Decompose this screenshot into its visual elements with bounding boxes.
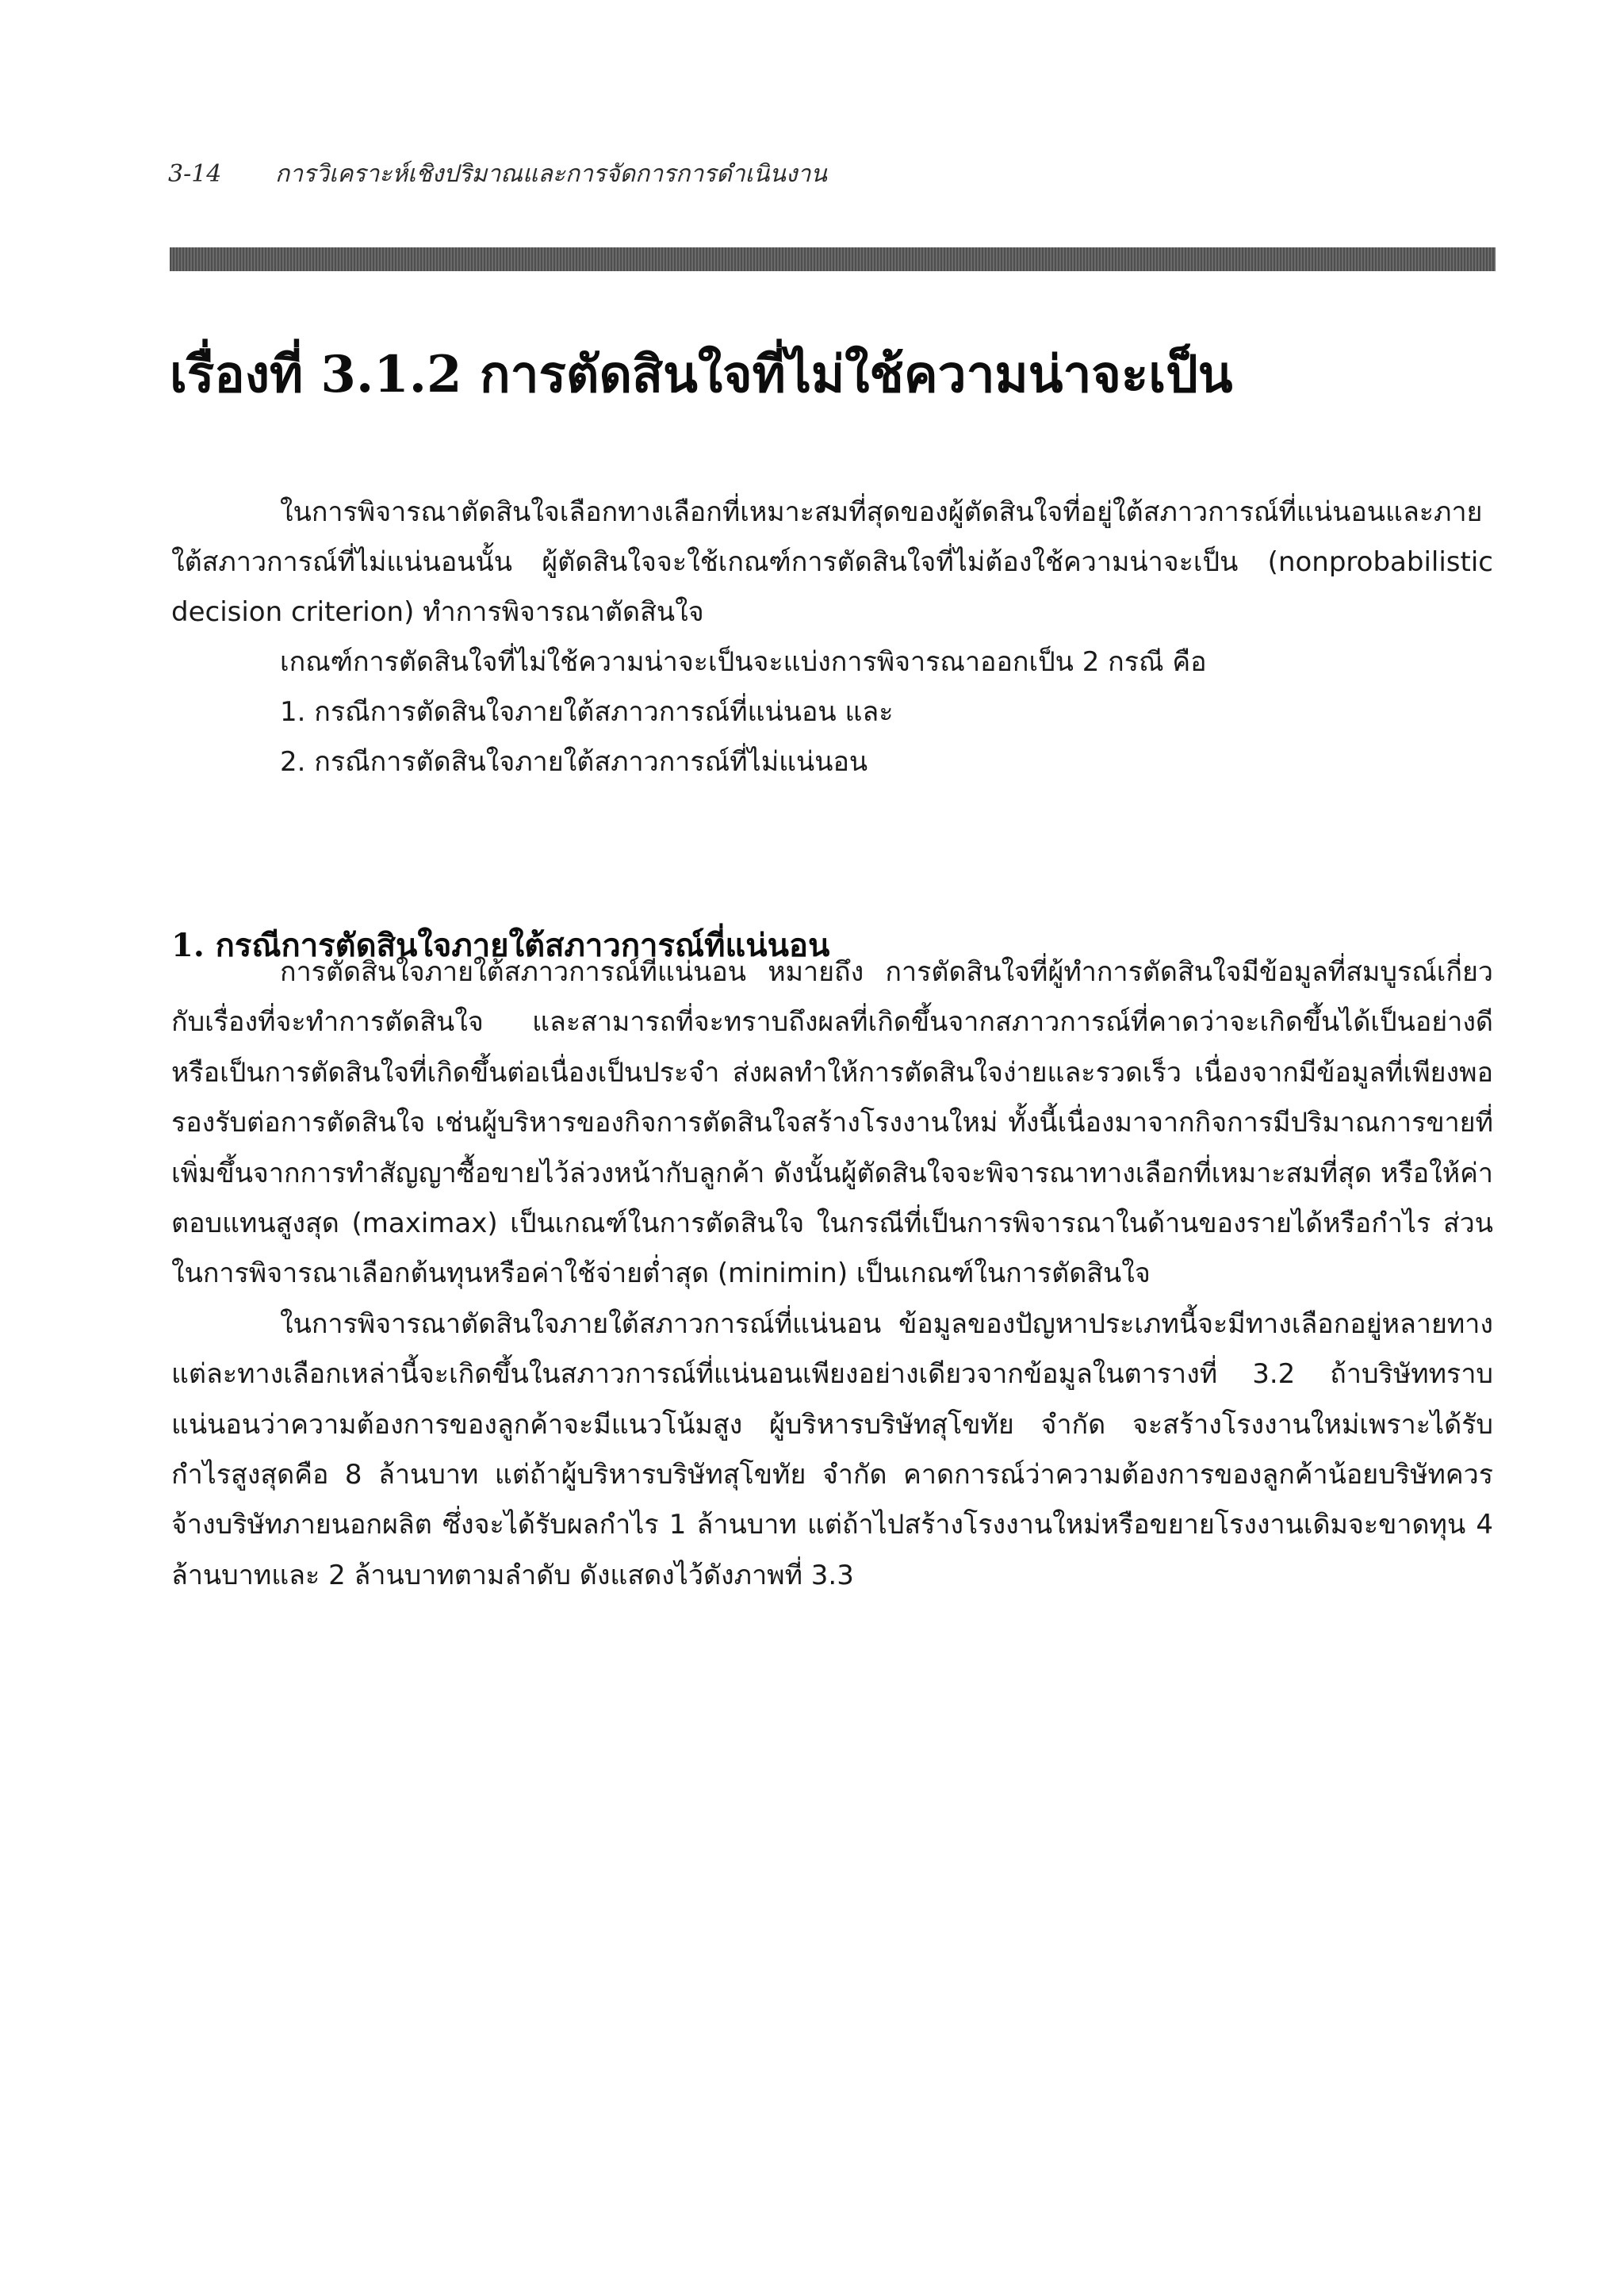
criteria-line: เกณฑ์การตัดสินใจที่ไม่ใช้ความน่าจะเป็นจะแบ่งการพิจารณาออกเป็น 2 กรณี คือ	[280, 646, 1207, 678]
case1-block	[171, 947, 1493, 1601]
section-rule-bar	[170, 247, 1496, 271]
list-item: 2. กรณีการตัดสินใจภายใต้สภาวการณ์ที่ไม่แน่นอน	[280, 746, 868, 778]
intro-block	[171, 488, 1493, 787]
running-header	[168, 155, 827, 193]
case1-paragraph-1: การตัดสินใจภายใต้สภาวการณ์ที่แน่นอน หมายถึง การตัดสินใจที่ผู้ทำการตัดสินใจมีข้อมูลที่สมบูรณ์เกี่ยวกับเรื่องที่จะทำการตัดสินใจ และสามารถที่จะทราบถึงผลที่เกิดขึ้นจากสภาวการณ์ที่คาดว่าจะเกิดขึ้นได้เป็นอย่างดี หรือเป็นการตัดสินใจที่เกิดขึ้นต่อเนื่องเป็นประจำ ส่งผลทำให้การตัดสินใจง่ายและรวดเร็ว เนื่องจากมีข้อมูลที่เพียงพอรองรับต่อการตัดสินใจ เช่นผู้บริหารของกิจการตัดสินใจสร้างโรงงานใหม่ ทั้งนี้เนื่องมาจากกิจการมีปริมาณการขายที่เพิ่มขึ้นจากการทำสัญญาซื้อขายไว้ล่วงหน้ากับลูกค้า ดังนั้นผู้ตัดสินใจจะพิจารณาทางเลือกที่เหมาะสมที่สุด หรือให้ค่าตอบแทนสูงสุด (maximax) เป็นเกณฑ์ในการตัดสินใจ ในกรณีที่เป็นการพิจารณาในด้านของรายได้หรือกำไร ส่วนในการพิจารณาเลือกต้นทุนหรือค่าใช้จ่ายต่ำสุด (minimin) เป็นเกณฑ์ในการตัดสินใจ	[171, 956, 1493, 1290]
running-title: การวิเคราะห์เชิงปริมาณและการจัดการการดำเนินงาน	[275, 160, 827, 188]
list-item: 1. กรณีการตัดสินใจภายใต้สภาวการณ์ที่แน่นอน และ	[280, 696, 894, 728]
case1-paragraph-2: ในการพิจารณาตัดสินใจภายใต้สภาวการณ์ที่แน่นอน ข้อมูลของปัญหาประเภทนี้จะมีทางเลือกอยู่หลายทาง แต่ละทางเลือกเหล่านี้จะเกิดขึ้นในสภาวการณ์ที่แน่นอนเพียงอย่างเดียวจากข้อมูลในตารางที่ 3.2 ถ้าบริษัททราบแน่นอนว่าความต้องการของลูกค้าจะมีแนวโน้มสูง ผู้บริหารบริษัทสุโขทัย จำกัด จะสร้างโรงงานใหม่เพราะได้รับกำไรสูงสุดคือ 8 ล้านบาท แต่ถ้าผู้บริหารบริษัทสุโขทัย จำกัด คาดการณ์ว่าความต้องการของลูกค้าน้อยบริษัทควรจ้างบริษัทภายนอกผลิต ซึ่งจะได้รับผลกำไร 1 ล้านบาท แต่ถ้าไปสร้างโรงงานใหม่หรือขยายโรงงานเดิมจะขาดทุน 4 ล้านบาทและ 2 ล้านบาทตามลำดับ ดังแสดงไว้ดังภาพที่ 3.3	[171, 1307, 1493, 1591]
section-title: เรื่องที่ 3.1.2 การตัดสินใจที่ไม่ใช้ความน่าจะเป็น	[170, 344, 1233, 404]
case1-heading: 1. กรณีการตัดสินใจภายใต้สภาวการณ์ที่แน่นอน	[171, 927, 830, 965]
intro-paragraph: ในการพิจารณาตัดสินใจเลือกทางเลือกที่เหมาะสมที่สุดของผู้ตัดสินใจที่อยู่ใต้สภาวการณ์ที่แน่นอนและภายใต้สภาวการณ์ที่ไม่แน่นอนนั้น ผู้ตัดสินใจจะใช้เกณฑ์การตัดสินใจที่ไม่ต้องใช้ความน่าจะเป็น (nonprobabilistic decision criterion) ทำการพิจารณาตัดสินใจ	[171, 496, 1493, 628]
page-number: 3-14	[168, 160, 222, 188]
